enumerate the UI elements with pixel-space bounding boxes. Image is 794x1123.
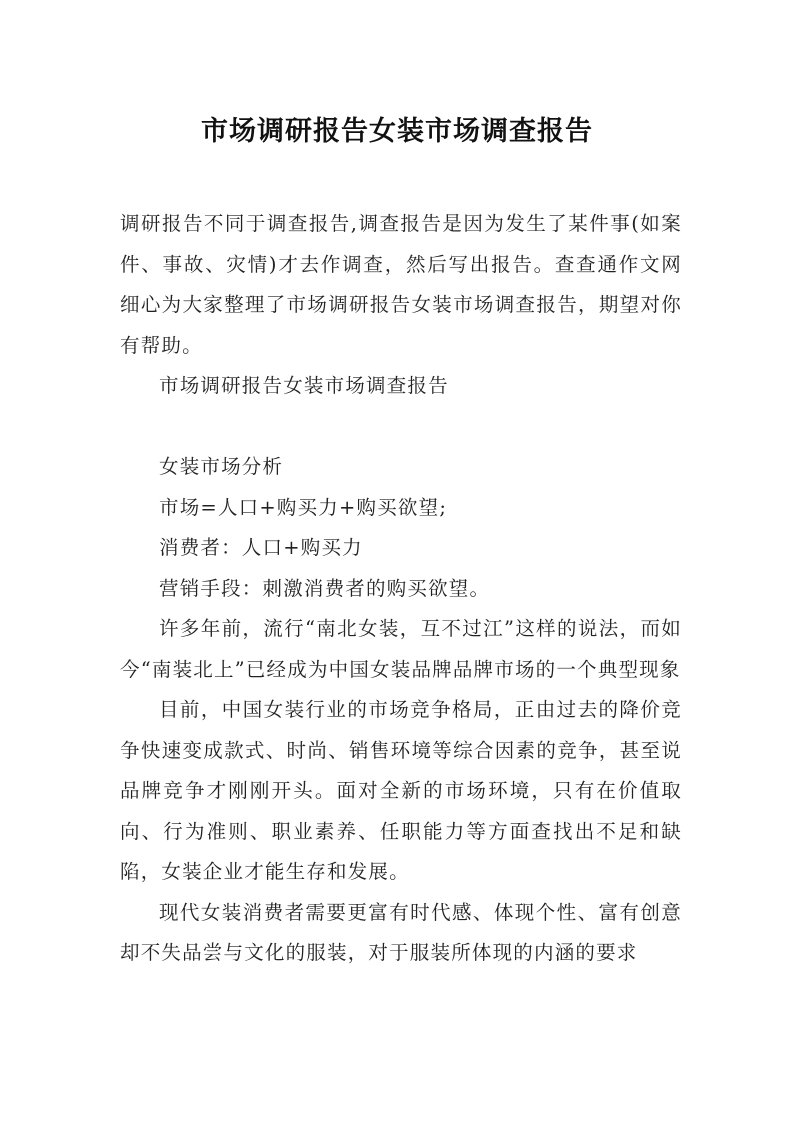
body-paragraph: 目前，中国女装行业的市场竞争格局，正由过去的降价竞争快速变成款式、时尚、销售环境等综合因素的竞争，甚至说品牌竞争才刚刚开头。面对全新的市场环境，只有在价值取向、行为准则、职业素养、任职能力等方面查找出不足和缺陷，女装企业才能生存和发展。 — [120, 698, 682, 883]
formula-line-marketing: 营销手段：刺激消费者的购买欲望。 — [159, 576, 491, 600]
subtitle-line: 市场调研报告女装市场调查报告 — [159, 374, 449, 397]
document-title: 市场调研报告女装市场调查报告 — [201, 116, 593, 147]
blank-line — [120, 407, 682, 448]
formula-line-consumer: 消费者：人口+购买力 — [159, 536, 363, 559]
body-paragraph: 现代女装消费者需要更富有时代感、体现个性、富有创意却不失品尝与文化的服装，对于服装所体现的内涵的要求 — [120, 900, 682, 964]
body-paragraph: 许多年前，流行“南北女装，互不过江”这样的说法，而如今“南装北上”已经成为中国女装品牌品牌市场的一个典型现象 — [120, 617, 682, 681]
intro-paragraph: 调研报告不同于调查报告,调查报告是因为发生了某件事(如案件、事故、灾情)才去作调查，然后写出报告。查查通作文网细心为大家整理了市场调研报告女装市场调查报告，期望对你有帮助。 — [120, 212, 682, 357]
section-heading: 女装市场分析 — [159, 455, 284, 478]
formula-line-market: 市场=人口+购买力+购买欲望; — [159, 495, 448, 519]
document-body — [120, 204, 682, 974]
